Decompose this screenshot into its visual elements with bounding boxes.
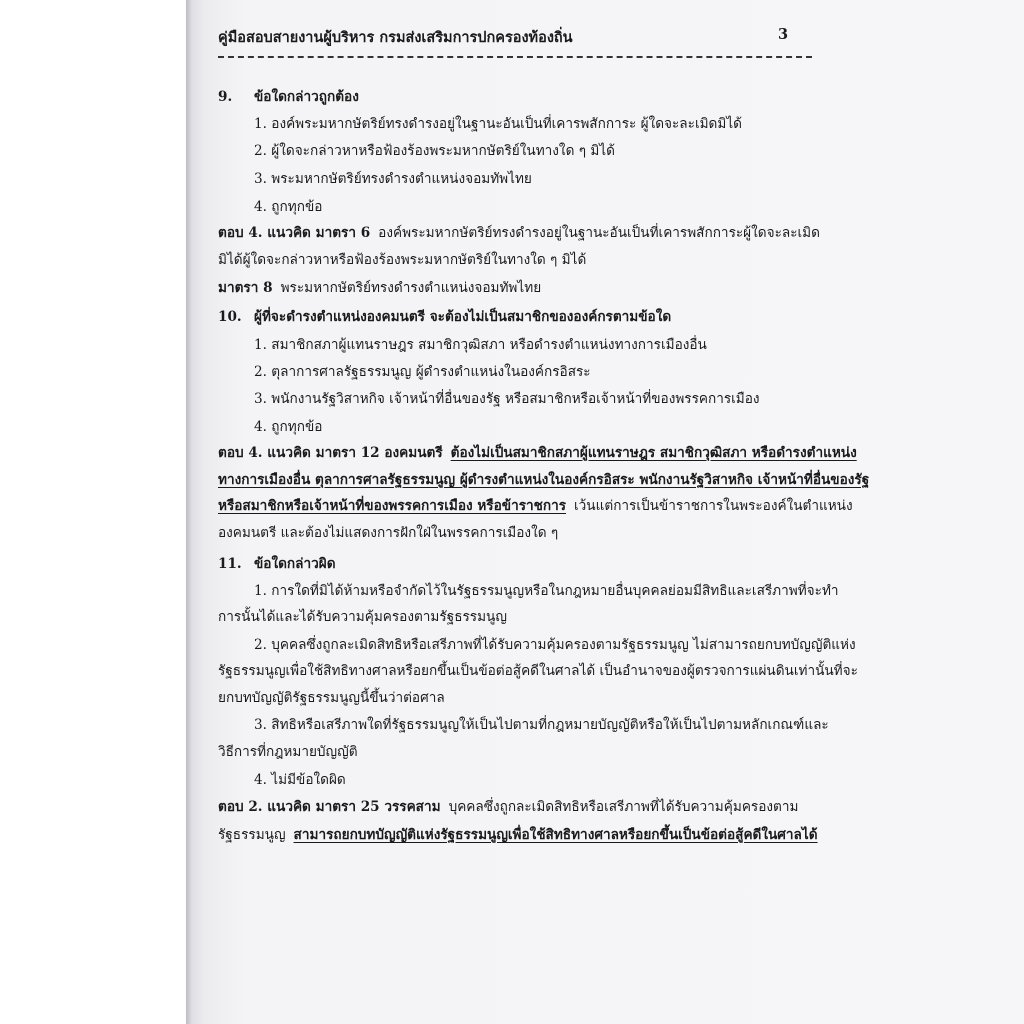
q9-choice-3: 3. พระมหากษัตริย์ทรงดำรงตำแหน่งจอมทัพไทย [254, 171, 532, 187]
q11-answer-text-2: รัฐธรรมนูญ [218, 827, 286, 843]
question-11-text: ข้อใดกล่าวผิด [254, 556, 336, 572]
q10-choice-3: 3. พนักงานรัฐวิสาหกิจ เจ้าหน้าที่อื่นของรัฐ หรือสมาชิกหรือเจ้าหน้าที่ของพรรคการเมือง [254, 391, 760, 407]
question-11-number: 11. [218, 556, 242, 572]
q11-choice-3-line-2: วิธีการที่กฎหมายบัญญัติ [218, 744, 358, 760]
q9-answer-lead: ตอบ 4. แนวคิด มาตรา 6 [218, 225, 371, 241]
q11-choice-3-line-1: 3. สิทธิหรือเสรีภาพใดที่รัฐธรรมนูญให้เป็นไปตามที่กฎหมายบัญญัติหรือให้เป็นไปตามหลักเกณฑ์และ [254, 717, 829, 733]
q10-answer-line-1 [218, 444, 857, 462]
q9-choice-1: 1. องค์พระมหากษัตริย์ทรงดำรงอยู่ในฐานะอันเป็นที่เคารพสักการะ ผู้ใดจะละเมิดมิได้ [254, 116, 743, 132]
q10-answer-line-4: องคมนตรี และต้องไม่แสดงการฝักใฝ่ในพรรคการเมืองใด ๆ [218, 525, 559, 541]
running-header-title: คู่มือสอบสายงานผู้บริหาร กรมส่งเสริมการปกครองท้องถิ่น [218, 29, 573, 46]
q10-choice-1: 1. สมาชิกสภาผู้แทนราษฎร สมาชิกวุฒิสภา หรือดำรงตำแหน่งทางการเมืองอื่น [254, 337, 707, 353]
q11-answer-lead: ตอบ 2. แนวคิด มาตรา 25 วรรคสาม [218, 799, 441, 815]
q11-answer-text-1: บุคคลซึ่งถูกละเมิดสิทธิหรือเสรีภาพที่ได้รับความคุ้มครองตาม [448, 799, 799, 815]
q11-answer-line-2 [218, 826, 818, 844]
question-9-text: ข้อใดกล่าวถูกต้อง [254, 89, 359, 105]
q11-answer-underlined: สามารถยกบทบัญญัติแห่งรัฐธรรมนูญเพื่อใช้สิทธิทางศาลหรือยกขึ้นเป็นข้อต่อสู้คดีในศาลได้ [293, 827, 818, 843]
q10-choice-4: 4. ถูกทุกข้อ [254, 419, 323, 435]
q11-choice-2-line-3: ยกบทบัญญัติรัฐธรรมนูญนี้ขึ้นว่าต่อศาล [218, 690, 445, 706]
q9-answer-text-1: องค์พระมหากษัตริย์ทรงดำรงอยู่ในฐานะอันเป็นที่เคารพสักการะผู้ใดจะละเมิด [378, 225, 820, 241]
question-10-number: 10. [218, 309, 242, 325]
document-page [186, 0, 1024, 1024]
q11-answer-line-1 [218, 798, 798, 816]
question-10 [218, 308, 671, 326]
question-9 [218, 88, 359, 106]
q11-choice-1-line-1: 1. การใดที่มิได้ห้ามหรือจำกัดไว้ในรัฐธรรมนูญหรือในกฎหมายอื่นบุคคลย่อมมีสิทธิและเสรีภาพที่จะทำ [254, 583, 839, 599]
q9-answer-line-3 [218, 279, 541, 297]
q10-answer-line-3 [218, 497, 853, 515]
q9-answer-text-3: พระมหากษัตริย์ทรงดำรงตำแหน่งจอมทัพไทย [280, 280, 542, 296]
q11-choice-4: 4. ไม่มีข้อใดผิด [254, 772, 346, 788]
q10-answer-text-3: เว้นแต่การเป็นข้าราชการในพระองค์ในตำแหน่ง [574, 498, 853, 514]
q9-answer-section: มาตรา 8 [218, 280, 273, 296]
q10-answer-underlined-3: หรือสมาชิกหรือเจ้าหน้าที่ของพรรคการเมือง หรือข้าราชการ [218, 498, 567, 514]
q9-choice-2: 2. ผู้ใดจะกล่าวหาหรือฟ้องร้องพระมหากษัตริย์ในทางใด ๆ มิได้ [254, 143, 615, 159]
page-edge-shadow [186, 0, 192, 1024]
question-9-number: 9. [218, 89, 233, 105]
q11-choice-2-line-2: รัฐธรรมนูญเพื่อใช้สิทธิทางศาลหรือยกขึ้นเป็นข้อต่อสู้คดีในศาลได้ เป็นอำนาจของผู้ตรวจการแผ่นดินเท่านั้นที่จะ [218, 663, 858, 679]
q9-answer-line-2: มิได้ผู้ใดจะกล่าวหาหรือฟ้องร้องพระมหากษัตริย์ในทางใด ๆ มิได้ [218, 252, 587, 268]
page-number: 3 [778, 26, 789, 43]
question-10-text: ผู้ที่จะดำรงตำแหน่งองคมนตรี จะต้องไม่เป็นสมาชิกขององค์กรตามข้อใด [254, 309, 672, 325]
header-divider [218, 56, 812, 58]
q9-answer-line-1 [218, 224, 820, 242]
q11-choice-2-line-1: 2. บุคคลซึ่งถูกละเมิดสิทธิหรือเสรีภาพที่ได้รับความคุ้มครองตามรัฐธรรมนูญ ไม่สามารถยกบทบัญญัติแห่ง [254, 637, 856, 653]
q10-answer-lead: ตอบ 4. แนวคิด มาตรา 12 องคมนตรี [218, 445, 443, 461]
q11-choice-1-line-2: การนั้นได้และได้รับความคุ้มครองตามรัฐธรรมนูญ [218, 609, 507, 625]
q10-answer-underlined-1: ต้องไม่เป็นสมาชิกสภาผู้แทนราษฎร สมาชิกวุฒิสภา หรือดำรงตำแหน่ง [450, 445, 857, 461]
question-11 [218, 555, 336, 573]
q9-choice-4: 4. ถูกทุกข้อ [254, 199, 323, 215]
q10-choice-2: 2. ตุลาการศาลรัฐธรรมนูญ ผู้ดำรงตำแหน่งในองค์กรอิสระ [254, 364, 591, 380]
q10-answer-underlined-2: ทางการเมืองอื่น ตุลาการศาลรัฐธรรมนูญ ผู้ดำรงตำแหน่งในองค์กรอิสระ พนักงานรัฐวิสาหกิจ เจ้าหน้าที่อื่นของรัฐ [218, 472, 870, 488]
